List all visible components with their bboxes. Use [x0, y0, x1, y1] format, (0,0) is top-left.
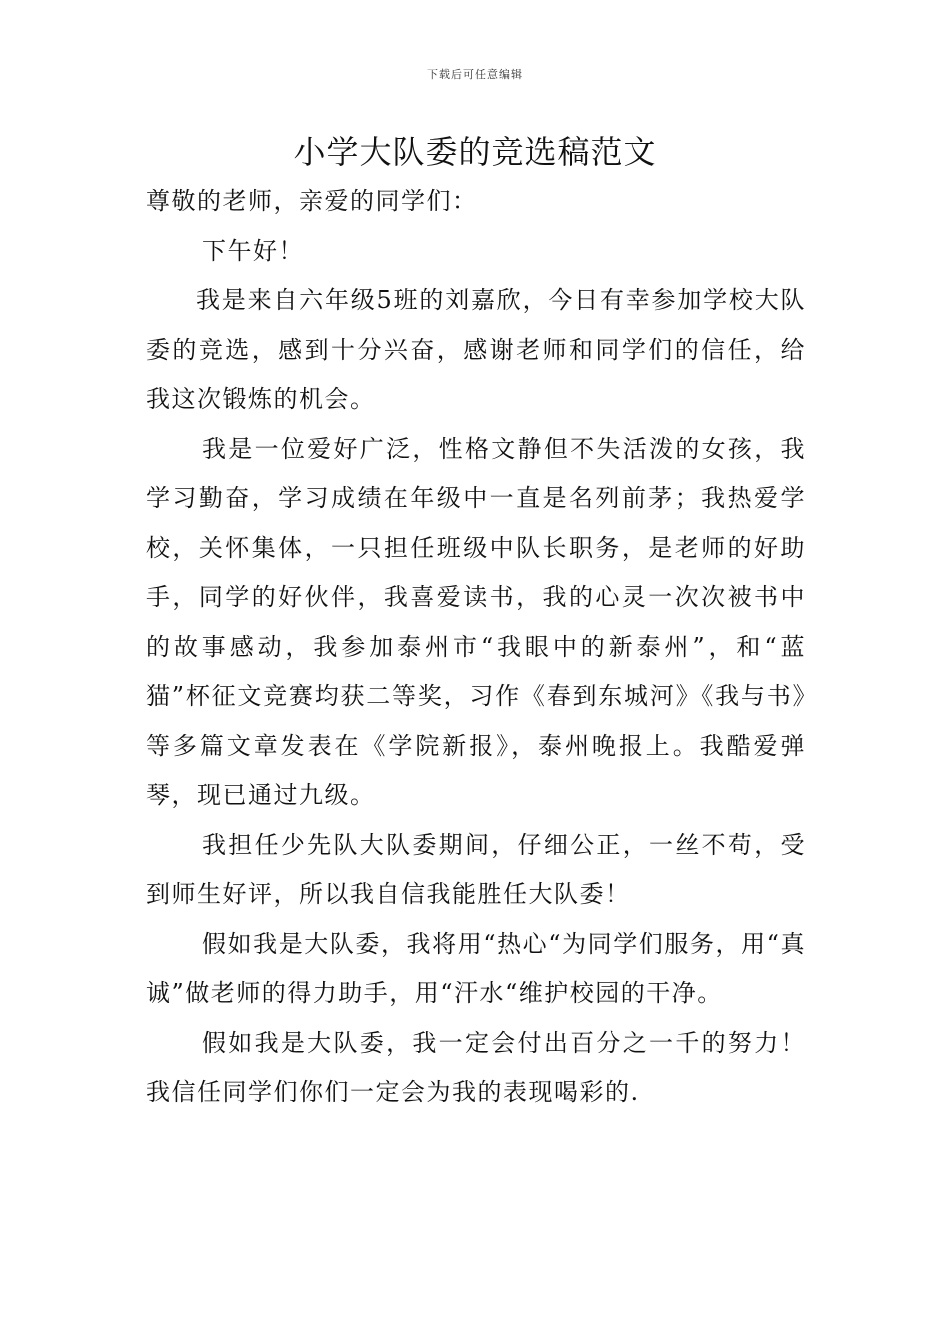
paragraph-greeting: 下午好！: [202, 236, 304, 265]
document-title: 小学大队委的竞选稿范文: [293, 133, 657, 171]
paragraph-plan: 假如我是大队委，我将用“热心“为同学们服务，用“真诚”做老师的得力助手，用“汗水“维护校园的干净。: [146, 929, 806, 1007]
paragraph-experience: 我担任少先队大队委期间，仔细公正，一丝不苟，受到师生好评，所以我自信我能胜任大队委！: [146, 830, 806, 908]
header-note: 下载后可任意编辑: [427, 68, 523, 81]
paragraph-closing: 假如我是大队委，我一定会付出百分之一千的努力！我信任同学们你们一定会为我的表现喝彩的.: [146, 1028, 806, 1106]
document-body: [146, 177, 806, 1118]
salutation: 尊敬的老师，亲爱的同学们：: [146, 187, 478, 215]
paragraph-self-description: 我是一位爱好广泛，性格文静但不失活泼的女孩，我学习勤奋，学习成绩在年级中一直是名列前茅；我热爱学校，关怀集体，一只担任班级中队长职务，是老师的好助手，同学的好伙伴，我喜爱读书，我的心灵一次次被书中的故事感动，我参加泰州市“我眼中的新泰州”，和“蓝猫”杯征文竞赛均获二等奖，习作《春到东城河》《我与书》等多篇文章发表在《学院新报》，泰州晚报上。我酷爱弹琴，现已通过九级。: [146, 434, 806, 809]
paragraph-introduction: 我是来自六年级5班的刘嘉欣，今日有幸参加学校大队委的竞选，感到十分兴奋，感谢老师和同学们的信任，给我这次锻炼的机会。: [146, 286, 806, 413]
